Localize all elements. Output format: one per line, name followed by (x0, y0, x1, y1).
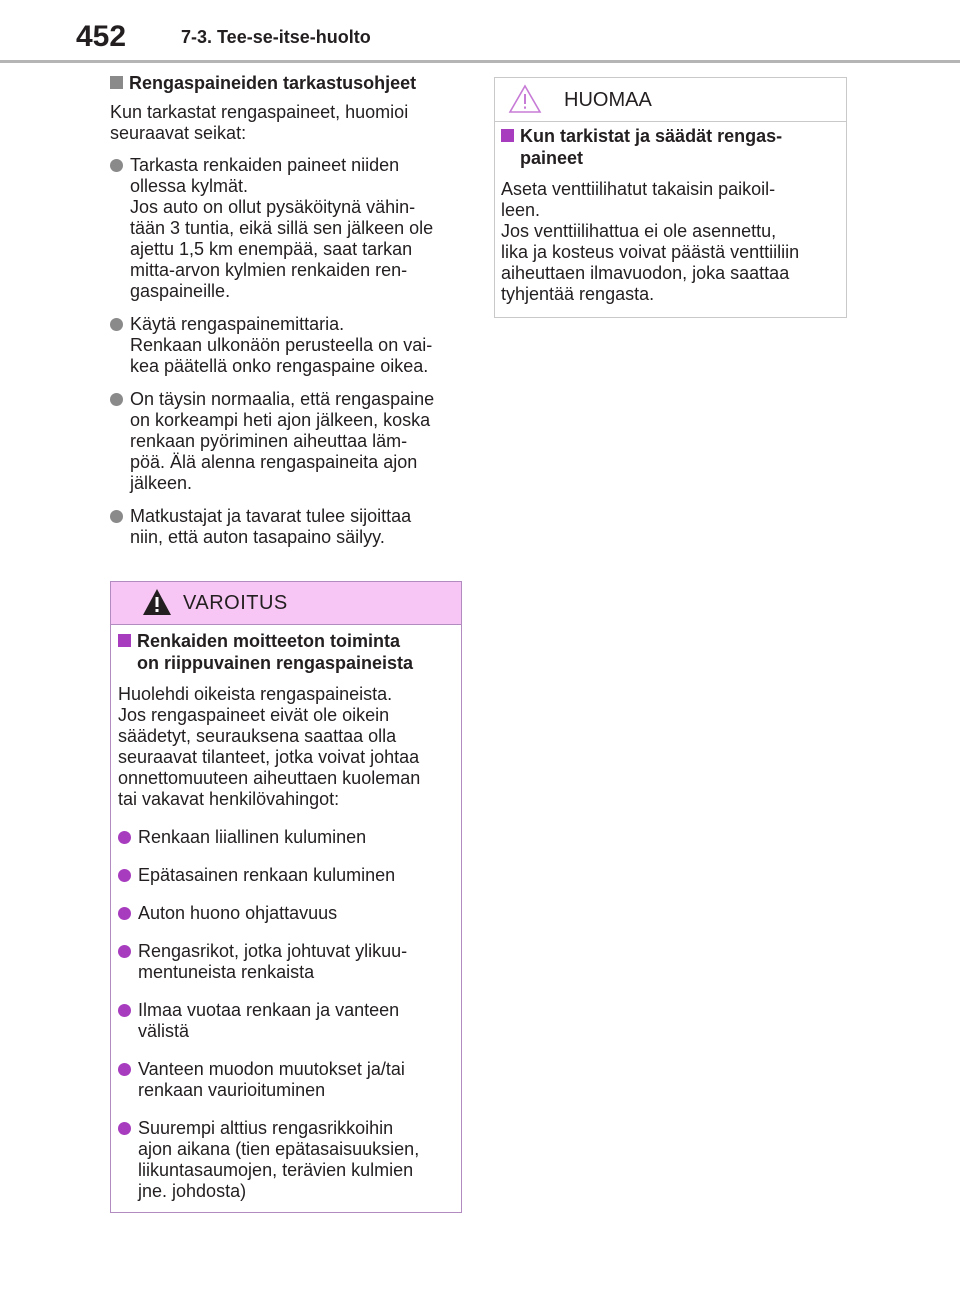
circle-bullet-icon (118, 1122, 131, 1135)
list-item (110, 155, 470, 302)
list-item (118, 1059, 453, 1101)
circle-bullet-icon (118, 1004, 131, 1017)
list-item-line: jälkeen. (130, 473, 193, 493)
list-item (118, 865, 453, 886)
list-item-line: renkaan pyöriminen aiheuttaa läm- (130, 431, 408, 451)
warning-heading (118, 630, 453, 674)
notice-heading-text (520, 125, 782, 169)
list-item-line: Ilmaa vuotaa renkaan ja vanteen (138, 1000, 400, 1020)
notice-body (495, 125, 846, 305)
list-item (118, 941, 453, 983)
section-title: 7-3. Tee-se-itse-huolto (181, 27, 371, 47)
list-item-line: Käytä rengaspainemittaria. (130, 314, 345, 334)
list-item (118, 1118, 453, 1202)
warning-line: Jos rengaspaineet eivät ole oikein (118, 705, 390, 725)
warning-list (118, 827, 453, 1202)
warning-heading-line: on riippuvainen rengaspaineista (137, 653, 414, 673)
notice-title: HUOMAA (564, 89, 652, 111)
list-item-line: on korkeampi heti ajon jälkeen, koska (130, 410, 431, 430)
list-item (118, 1000, 453, 1042)
list-item-line: Epätasainen renkaan kuluminen (138, 865, 396, 885)
list-item-line: On täysin normaalia, että rengaspaine (130, 389, 435, 409)
warning-box (110, 581, 462, 1213)
list-item-line: Jos auto on ollut pysäköitynä vähin- (130, 197, 416, 217)
circle-bullet-icon (118, 907, 131, 920)
notice-heading (501, 125, 838, 169)
notice-paragraph (501, 179, 838, 305)
page-number: 452 (76, 20, 127, 53)
circle-bullet-icon (110, 510, 123, 523)
list-item-line: Suurempi alttius rengasrikkoihin (138, 1118, 394, 1138)
list-item (118, 903, 453, 924)
warning-line: tai vakavat henkilövahingot: (118, 789, 340, 809)
caution-triangle-icon (508, 84, 542, 114)
notice-line: lika ja kosteus voivat päästä venttiiliin (501, 242, 800, 262)
warning-triangle-icon (142, 588, 172, 616)
circle-bullet-icon (118, 869, 131, 882)
warning-line: seuraavat tilanteet, jotka voivat johtaa (118, 747, 420, 767)
list-item-line: Vanteen muodon muutokset ja/tai (138, 1059, 405, 1079)
intro-paragraph (110, 102, 470, 144)
notice-header (495, 78, 846, 122)
page-header (0, 0, 960, 64)
notice-line: leen. (501, 200, 541, 220)
list-item-line: ajettu 1,5 km enempää, saat tarkan (130, 239, 413, 259)
list-item-line: tään 3 tuntia, eikä sillä sen jälkeen ole (130, 218, 434, 238)
circle-bullet-icon (110, 318, 123, 331)
warning-line: säädetyt, seurauksena saattaa olla (118, 726, 397, 746)
intro-line: seuraavat seikat: (110, 123, 247, 143)
notice-box (494, 77, 847, 318)
list-item-line: renkaan vaurioituminen (138, 1080, 326, 1100)
list-item (118, 827, 453, 848)
subsection-heading (110, 72, 470, 94)
notice-heading-line: Kun tarkistat ja säädät rengas- (520, 126, 783, 146)
circle-bullet-icon (110, 159, 123, 172)
circle-bullet-icon (118, 831, 131, 844)
list-item-line: ajon aikana (tien epätasaisuuksien, (138, 1139, 420, 1159)
square-bullet-icon (501, 129, 514, 142)
list-item-line: Matkustajat ja tavarat tulee sijoittaa (130, 506, 412, 526)
list-item (110, 314, 470, 377)
warning-line: onnettomuuteen aiheuttaen kuoleman (118, 768, 421, 788)
warning-body (111, 630, 461, 1202)
notice-line: aiheuttaen ilmavuodon, joka saattaa (501, 263, 790, 283)
circle-bullet-icon (118, 1063, 131, 1076)
subsection-heading-text: Rengaspaineiden tarkastusohjeet (129, 73, 417, 93)
warning-title: VAROITUS (183, 592, 288, 614)
list-item-line: mitta-arvon kylmien renkaiden ren- (130, 260, 408, 280)
header-divider (0, 60, 960, 63)
warning-heading-line: Renkaiden moitteeton toiminta (137, 631, 401, 651)
list-item-line: Rengasrikot, jotka johtuvat ylikuu- (138, 941, 408, 961)
list-item (110, 506, 470, 548)
list-item-line: Auton huono ohjattavuus (138, 903, 338, 923)
square-bullet-icon (118, 634, 131, 647)
notice-line: tyhjentää rengasta. (501, 284, 655, 304)
warning-header (111, 582, 461, 625)
list-item-line: Renkaan liiallinen kuluminen (138, 827, 367, 847)
list-item-line: kea päätellä onko rengaspaine oikea. (130, 356, 429, 376)
notice-line: Aseta venttiilihatut takaisin paikoil- (501, 179, 776, 199)
list-item-line: niin, että auton tasapaino säilyy. (130, 527, 385, 547)
tips-list (110, 155, 470, 548)
circle-bullet-icon (118, 945, 131, 958)
list-item-line: Renkaan ulkonäön perusteella on vai- (130, 335, 433, 355)
warning-paragraph (118, 684, 453, 810)
list-item-line: pöä. Älä alenna rengaspaineita ajon (130, 452, 418, 472)
list-item-line: ollessa kylmät. (130, 176, 249, 196)
list-item-line: mentuneista renkaista (138, 962, 315, 982)
notice-heading-line: paineet (520, 148, 584, 168)
list-item-line: Tarkasta renkaiden paineet niiden (130, 155, 400, 175)
list-item-line: gaspaineille. (130, 281, 231, 301)
list-item-line: välistä (138, 1021, 190, 1041)
list-item (110, 389, 470, 494)
notice-line: Jos venttiilihattua ei ole asennettu, (501, 221, 777, 241)
warning-heading-text (137, 630, 413, 674)
left-column (110, 72, 470, 548)
intro-line: Kun tarkastat rengaspaineet, huomioi (110, 102, 409, 122)
list-item-line: jne. johdosta) (138, 1181, 247, 1201)
warning-line: Huolehdi oikeista rengaspaineista. (118, 684, 393, 704)
square-bullet-icon (110, 76, 123, 89)
circle-bullet-icon (110, 393, 123, 406)
list-item-line: liikuntasaumojen, terävien kulmien (138, 1160, 414, 1180)
